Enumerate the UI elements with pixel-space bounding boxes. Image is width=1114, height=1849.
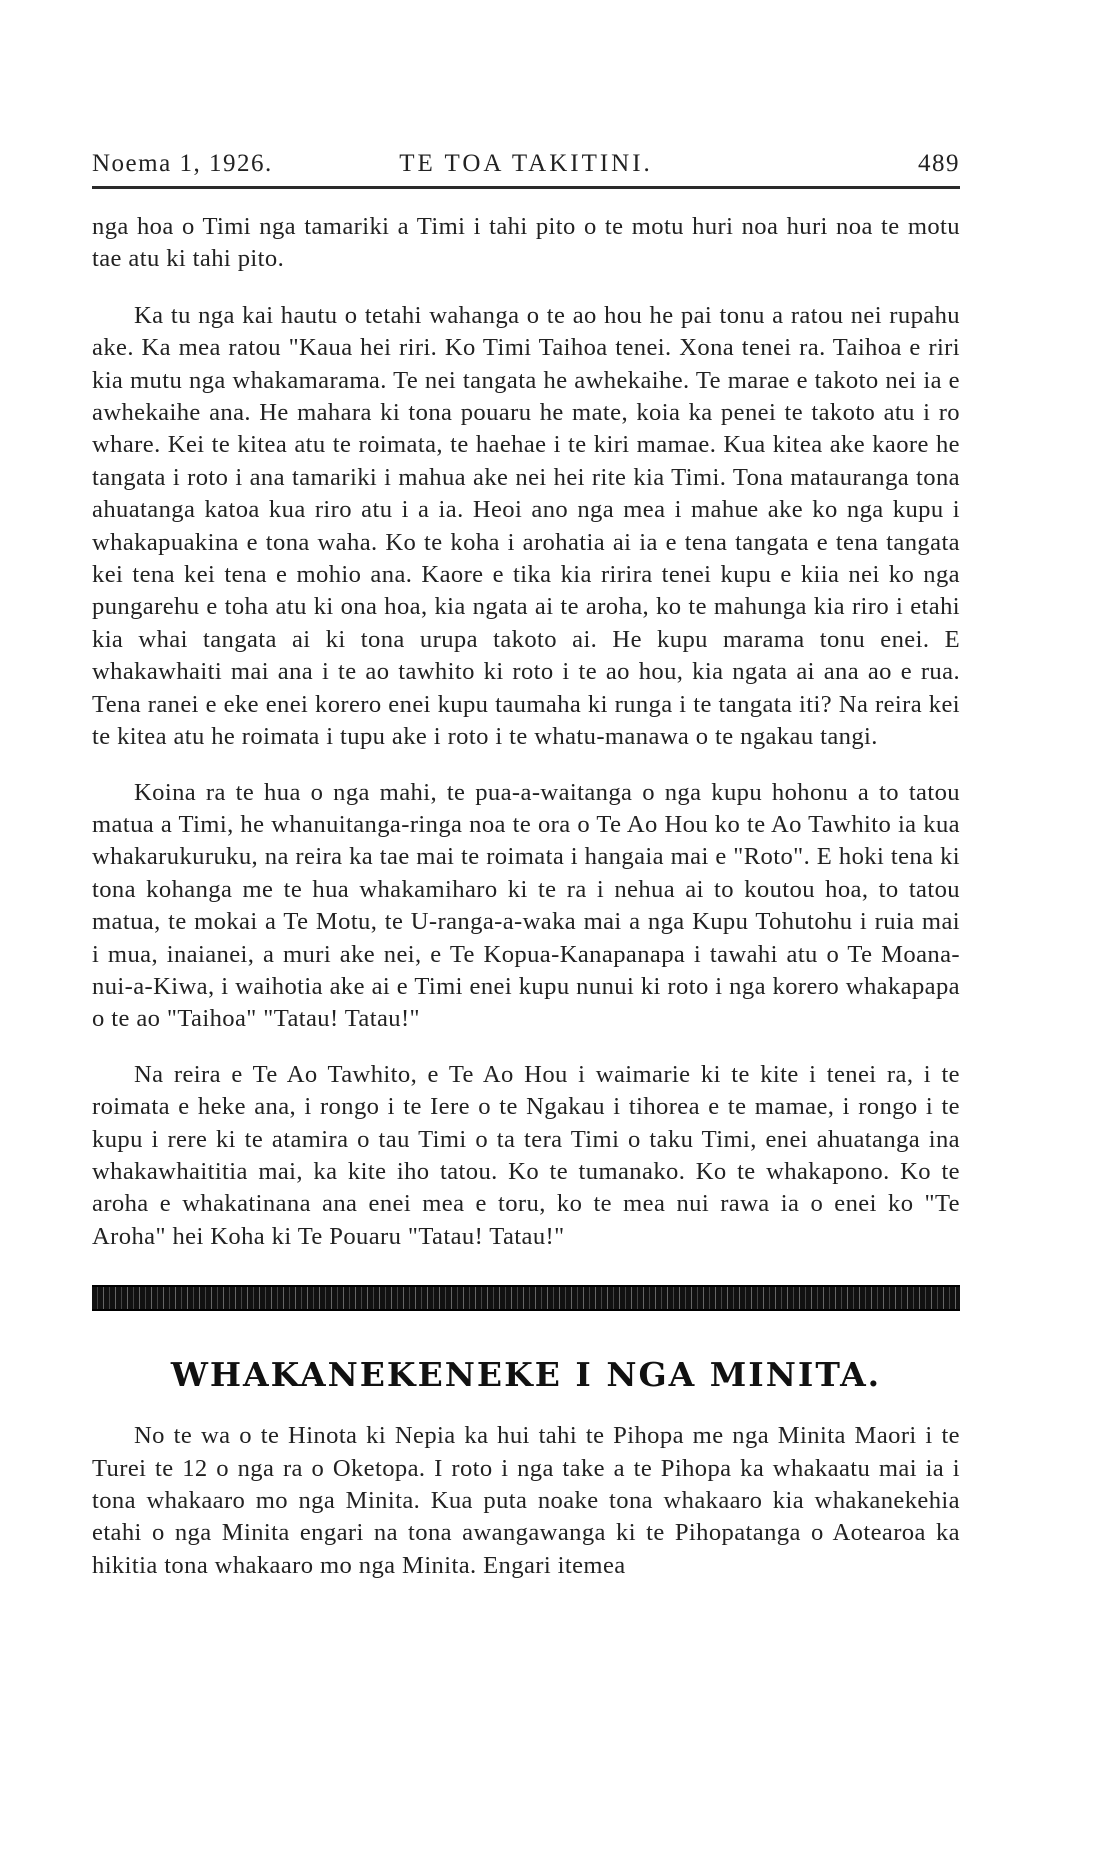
section-heading: WHAKANEKENEKE I NGA MINITA. <box>170 1355 882 1395</box>
document-page <box>92 150 960 1582</box>
paragraph-1: nga hoa o Timi nga tamariki a Timi i tahi pito o te motu huri noa huri noa te motu tae atu ki tahi pito. <box>92 213 960 273</box>
article-body <box>92 211 960 1253</box>
header-rule <box>92 186 960 189</box>
section-paragraph: No te wa o te Hinota ki Nepia ka hui tahi te Pihopa me nga Minita Maori i te Turei te 12 o nga ra o Oketopa. I roto i nga take a te Pihopa ka whakaatu mai ia i tona whakaaro mo nga Minita. Kua puta noake tona whakaaro kia whakanekehia etahi o nga Minita engari na tona awangawanga ki te Pihopatanga o Aotearoa ka hikitia tona whakaaro mo nga Minita. Engari itemea <box>92 1422 960 1579</box>
header-page-number: 489 <box>918 150 960 177</box>
paragraph-2: Ka tu nga kai hautu o tetahi wahanga o te ao hou he pai tonu a ratou nei rupahu ake. Ka mea ratou "Kaua hei riri. Ko Timi Taihoa tenei. Xona tenei ra. Taihoa e riri kia mutu nga whakamarama. Te nei tangata he awhekaihe. Te marae e takoto nei ia e awhekaihe ana. He mahara ki tona pouaru he mate, koia ka penei te takoto atu i ro whare. Kei te kitea atu te roimata, te haehae i te kiri mamae. Kua kitea ake kaore he tangata i roto i ana tamariki i mahua ake nei hei rite kia Timi. Tona matauranga tona ahuatanga katoa kua riro atu i a ia. Heoi ano nga mea i mahue ake ko nga kupu i whakapuakina e tona waha. Ko te koha i arohatia ai ia e tena tangata e tena tangata kei tena kei tena e mohio ana. Kaore e tika kia ririra tenei kupu e kiia nei ko nga pungarehu e toha atu ki ona hoa, kia ngata ai te aroha, ko te mahunga kia riro i etahi kia whai tangata ai ki tona urupa takoto ai. He kupu marama tonu enei. E whakawhaiti mai ana i te ao tawhito ki roto i te ao hou, kia ngata ai ana ao e rua. Tena ranei e eke enei korero enei kupu taumaha ki runga i te tangata iti? Na reira kei te kitea atu he roimata i tupu ake i roto i te whatu-manawa o te ngakau tangi. <box>92 301 960 751</box>
paragraph-3: Koina ra te hua o nga mahi, te pua-a-waitanga o nga kupu hohonu a to tatou matua a Timi, he whanuitanga-ringa noa te ora o Te Ao Hou ko te Ao Tawhito ia kua whakarukuruku, na reira ka tae mai te roimata i hangaia mai e "Roto". E hoki tena ki tona kohanga me te hua whakamiharo ki te ra i nehua ai to koutou hoa, to tatou matua, te mokai a Te Motu, te U-ranga-a-waka mai a nga Kupu Tohutohu i ruia mai i mua, inaianei, a muri ake nei, e Te Kopua-Kanapanapa i tawahi atu o Te Moana-nui-a-Kiwa, i waihotia ake ai e Timi enei kupu nunui ki roto i nga korero whakapapa o te ao "Taihoa" "Tatau! Tatau!" <box>92 778 960 1033</box>
paragraph-4: Na reira e Te Ao Tawhito, e Te Ao Hou i waimarie ki te kite i tenei ra, i te roimata e heke ana, i rongo i te Iere o te Ngakau i tihorea e te mamae, i rongo i te kupu i rere ki te atamira o tau Timi o ta tera Timi o taku Timi, enei ahuatanga ina whakawhaititia mai, ka kite iho tatou. Ko te tumanako. Ko te whakapono. Ko te aroha e whakatinana ana enei mea e toru, ko te mea nui rawa ia o enei ko "Te Aroha" hei Koha ki Te Pouaru "Tatau! Tatau!" <box>92 1060 960 1250</box>
running-header <box>92 150 960 180</box>
section-body <box>92 1420 960 1582</box>
section-divider <box>92 1285 960 1311</box>
header-date: Noema 1, 1926. <box>92 150 273 177</box>
header-publication-title: TE TOA TAKITINI. <box>399 150 653 177</box>
